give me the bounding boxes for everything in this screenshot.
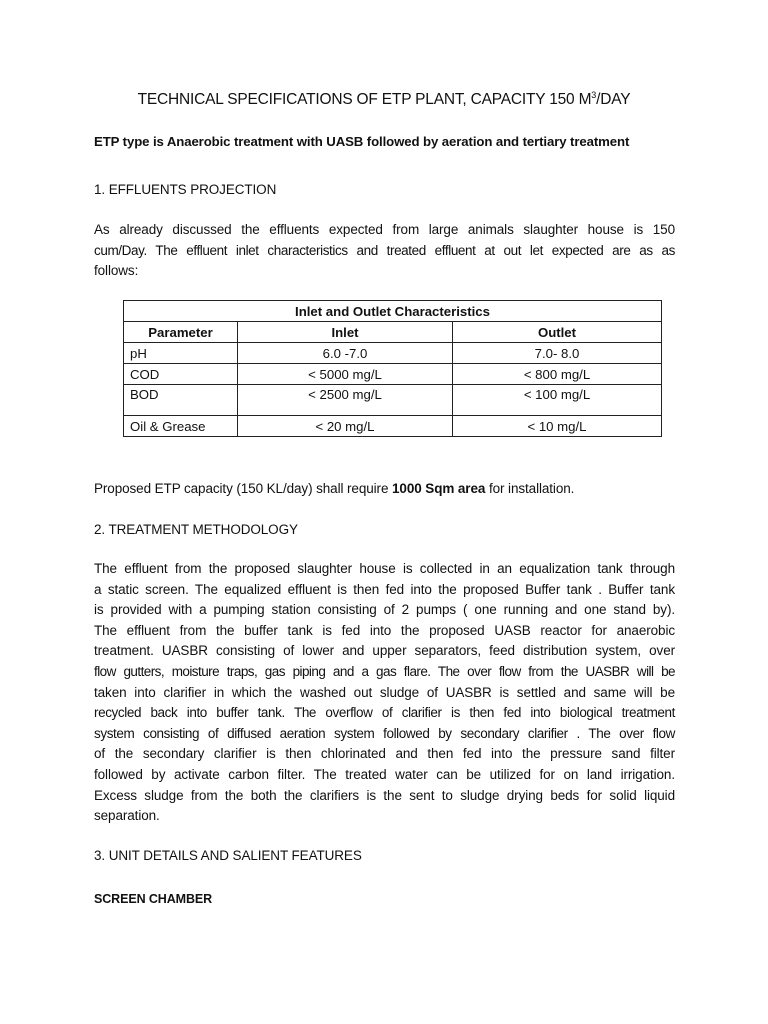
table-cell: < 100 mg/L xyxy=(453,385,662,416)
title-unit: /DAY xyxy=(596,91,631,108)
paragraph-line: The effluent from the buffer tank is fed into the proposed UASB reactor for anaerobic xyxy=(94,622,675,638)
column-header-inlet: Inlet xyxy=(238,322,453,343)
table-cell: < 800 mg/L xyxy=(453,364,662,385)
etp-type-statement: ETP type is Anaerobic treatment with UASB followed by aeration and tertiary treatment xyxy=(94,134,630,149)
section-2-paragraph xyxy=(94,559,675,827)
table-cell: pH xyxy=(124,343,238,364)
table-cell: Oil & Grease xyxy=(124,416,238,437)
section-1-heading: 1. EFFLUENTS PROJECTION xyxy=(94,182,277,197)
table-cell: < 5000 mg/L xyxy=(238,364,453,385)
screen-chamber-subheading: SCREEN CHAMBER xyxy=(94,892,213,906)
table-cell: 6.0 -7.0 xyxy=(238,343,453,364)
paragraph-line: separation. xyxy=(94,808,160,824)
document-title xyxy=(0,89,768,111)
paragraph-line: As already discussed the effluents expected from large animals slaughter house is 150 xyxy=(94,222,675,237)
table-row xyxy=(124,343,662,364)
table-cell: COD xyxy=(124,364,238,385)
table-cell: BOD xyxy=(124,385,238,416)
table-row xyxy=(124,385,662,416)
table-caption-row xyxy=(124,301,662,322)
paragraph-line: system consisting of diffused aeration system followed by secondary clarifier . The over flow xyxy=(94,725,675,741)
column-header-outlet: Outlet xyxy=(453,322,662,343)
paragraph-line: treatment. UASBR consisting of lower and upper separators, feed distribution system, over xyxy=(94,643,675,659)
table-header-row xyxy=(124,322,662,343)
section-2-heading: 2. TREATMENT METHODOLOGY xyxy=(94,522,298,537)
title-text: TECHNICAL SPECIFICATIONS OF ETP PLANT, CAPACITY 150 M xyxy=(137,91,592,108)
paragraph-line: of the secondary clarifier is then chlorinated and then fed into the pressure sand filter xyxy=(94,746,675,762)
table-row xyxy=(124,416,662,437)
table-cell: < 20 mg/L xyxy=(238,416,453,437)
paragraph-line: is provided with a pumping station consisting of 2 pumps ( one running and one stand by). xyxy=(94,602,675,618)
section-1-paragraph xyxy=(94,220,675,282)
paragraph-line: recycled back into buffer tank. The overflow of clarifier is then fed into biological treatment xyxy=(94,705,675,721)
table-cell: 7.0- 8.0 xyxy=(453,343,662,364)
capacity-statement xyxy=(94,479,574,499)
table-caption: Inlet and Outlet Characteristics xyxy=(124,301,662,322)
paragraph-line: Excess sludge from the both the clarifiers is the sent to sludge drying beds for solid liquid xyxy=(94,787,675,803)
paragraph-line: follows: xyxy=(94,263,139,279)
table-cell: < 10 mg/L xyxy=(453,416,662,437)
paragraph-line: cum/Day. The effluent inlet characteristics and treated effluent at out let expected are as as xyxy=(94,242,675,258)
table-cell: < 2500 mg/L xyxy=(238,385,453,416)
column-header-parameter: Parameter xyxy=(124,322,238,343)
paragraph-line: The effluent from the proposed slaughter house is collected in an equalization tank through xyxy=(94,561,675,576)
capacity-text-end: for installation. xyxy=(485,481,575,496)
characteristics-table xyxy=(123,300,662,437)
capacity-area-emphasis: 1000 Sqm area xyxy=(392,481,486,496)
title-superscript: 3 xyxy=(591,90,597,100)
paragraph-line: flow gutters, moisture traps, gas piping and a gas flare. The over flow from the UASBR will be xyxy=(94,663,675,679)
table-row xyxy=(124,364,662,385)
section-3-heading: 3. UNIT DETAILS AND SALIENT FEATURES xyxy=(94,848,362,863)
paragraph-line: taken into clarifier in which the washed out sludge of UASBR is settled and same will be xyxy=(94,684,675,700)
capacity-text: Proposed ETP capacity (150 KL/day) shall require xyxy=(94,481,393,496)
paragraph-line: a static screen. The equalized effluent is then fed into the proposed Buffer tank . Buffer tank xyxy=(94,581,675,597)
paragraph-line: followed by activate carbon filter. The treated water can be utilized for on land irrigation. xyxy=(94,766,675,782)
